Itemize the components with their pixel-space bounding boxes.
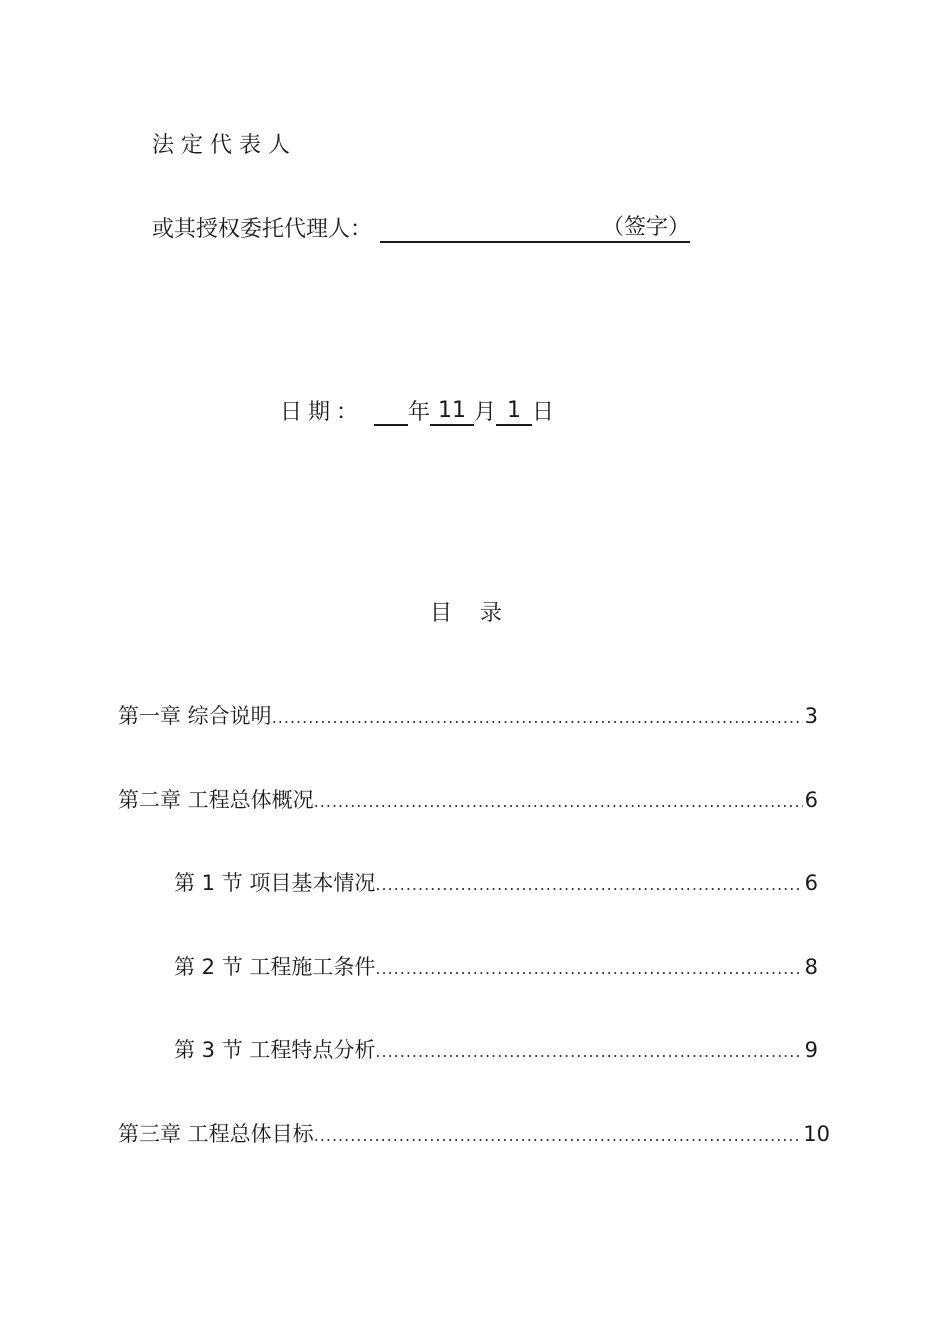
toc-entry-label: 第二章 工程总体概况 [118, 788, 314, 812]
toc-entry-label: 第一章 综合说明 [118, 704, 272, 728]
authorized-agent-label: 或其授权委托代理人： [152, 217, 373, 242]
toc-entry[interactable] [174, 867, 818, 897]
day-suffix: 日 [532, 400, 555, 425]
toc-title: 目录 [429, 601, 530, 626]
date-row [280, 395, 554, 426]
toc-entry-label: 第 2 节 工程施工条件 [174, 955, 376, 979]
toc-entry-page: 9 [804, 1038, 818, 1062]
toc-leader-dots [375, 959, 802, 978]
toc-entry[interactable] [174, 951, 818, 981]
toc-entry[interactable] [118, 784, 818, 814]
toc-entry-page: 6 [804, 871, 818, 895]
toc-leader-dots [375, 1042, 802, 1061]
toc-entry[interactable] [118, 700, 818, 730]
signature-note: （签字） [602, 215, 691, 240]
toc-leader-dots [375, 875, 802, 894]
toc-entry-label: 第 3 节 工程特点分析 [174, 1038, 376, 1062]
year-suffix: 年 [408, 400, 431, 425]
toc-entry[interactable] [118, 1118, 830, 1148]
toc-leader-dots [272, 708, 803, 727]
toc-leader-dots [314, 792, 803, 811]
legal-representative-label: 法定代表人 [152, 133, 298, 158]
toc-entry-page: 3 [804, 704, 818, 728]
toc-entry-label: 第三章 工程总体目标 [118, 1122, 314, 1146]
toc-entry[interactable] [174, 1034, 818, 1064]
authorized-agent-row [152, 212, 690, 243]
toc-entry-label: 第 1 节 项目基本情况 [174, 871, 376, 895]
toc-entry-page: 10 [803, 1122, 830, 1146]
toc-entry-page: 8 [804, 955, 818, 979]
date-label: 日期： [280, 400, 365, 425]
month-suffix: 月 [474, 400, 497, 425]
toc-entry-page: 6 [804, 788, 818, 812]
day-value: 1 [496, 398, 532, 426]
signature-line [380, 215, 690, 243]
toc-leader-dots [314, 1126, 802, 1145]
month-value: 11 [430, 398, 474, 426]
year-blank [374, 398, 408, 426]
